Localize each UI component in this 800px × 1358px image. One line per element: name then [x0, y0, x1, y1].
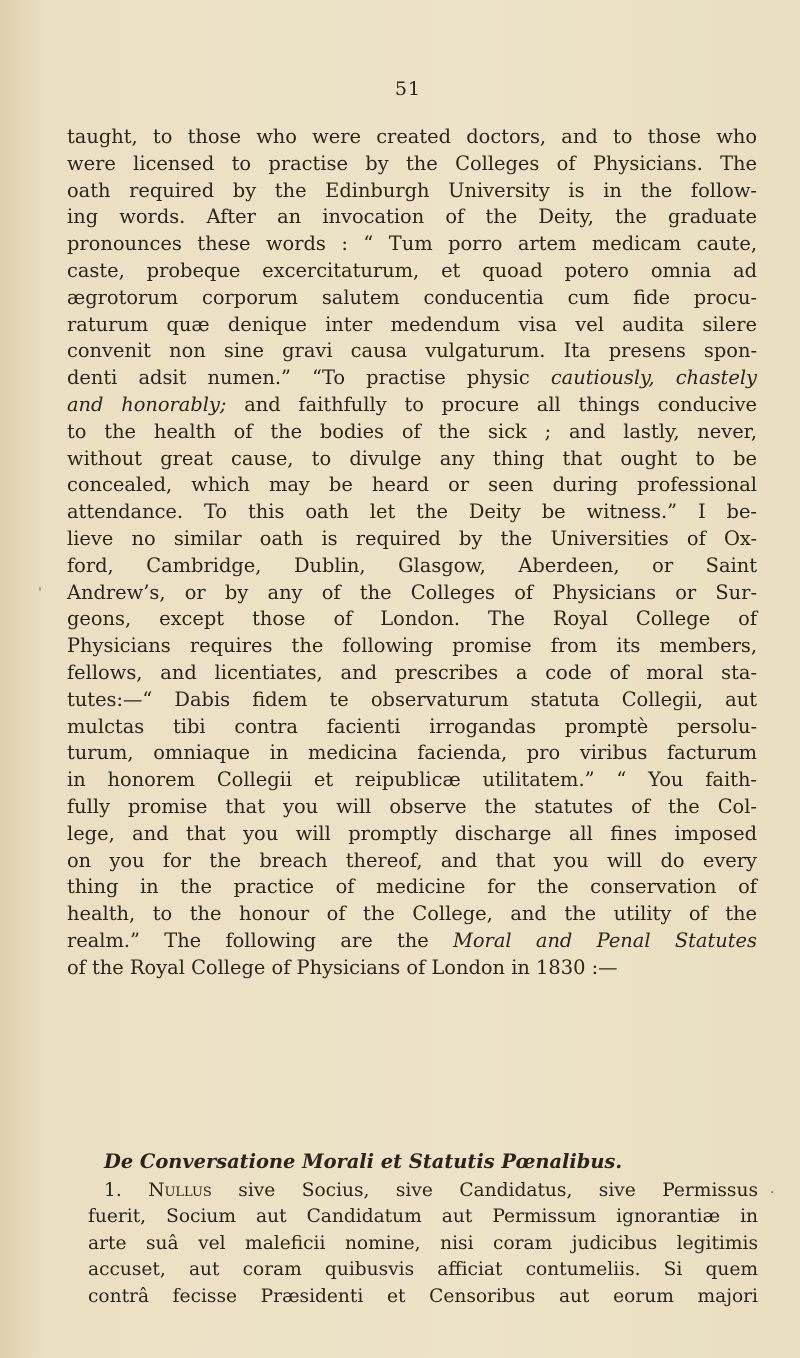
text-segment: realm.” The following are the	[67, 928, 454, 952]
text-line: attendance. To this oath let the Deity be witness.” I be-	[67, 500, 757, 524]
body-paragraph	[67, 124, 757, 982]
statute-number: 1.	[104, 1180, 149, 1201]
text-line: geons, except those of London. The Royal College of	[67, 607, 757, 631]
text-line: were licensed to practise by the Colleges of Physicians. The	[67, 151, 757, 175]
text-line	[67, 928, 757, 955]
text-segment: sive Socius, sive Candidatus, sive Permissus	[211, 1180, 758, 1201]
text-line: of the Royal College of Physicians of London in 1830 :—	[67, 955, 618, 979]
text-line	[67, 365, 757, 392]
text-line: ford, Cambridge, Dublin, Glasgow, Aberdeen, or Saint	[67, 553, 757, 577]
text-line: mulctas tibi contra facienti irrogandas promptè persolu-	[67, 714, 757, 738]
text-line	[88, 1178, 758, 1204]
text-line: accuset, aut coram quibusvis afficiat contumeliis. Si quem	[88, 1259, 758, 1281]
text-line: lege, and that you will promptly discharge all fines imposed	[67, 821, 757, 845]
page-number: 51	[394, 78, 422, 100]
small-caps-word: Nullus	[148, 1180, 212, 1201]
text-line: ing words. After an invocation of the Deity, the graduate	[67, 205, 757, 229]
margin-dot-mark: ·	[770, 1185, 775, 1201]
text-line: ægrotorum corporum salutem conducentia cum fide procu-	[67, 285, 757, 309]
text-line: to the health of the bodies of the sick ; and lastly, never,	[67, 419, 757, 443]
text-line: convenit non sine gravi causa vulgaturum. Ita presens spon-	[67, 339, 757, 363]
text-line: concealed, which may be heard or seen during professional	[67, 473, 757, 497]
text-line: oath required by the Edinburgh University is in the follow-	[67, 178, 757, 202]
statute-paragraph	[88, 1178, 758, 1310]
italic-segment: and honorably;	[67, 392, 227, 416]
text-line: lieve no similar oath is required by the Universities of Ox-	[67, 526, 757, 550]
text-segment: and faithfully to procure all things conducive	[226, 392, 757, 416]
text-line	[67, 392, 757, 419]
text-line: caste, probeque excercitaturum, et quoad potero omnia ad	[67, 258, 757, 282]
text-line: raturum quæ denique inter medendum visa vel audita silere	[67, 312, 757, 336]
text-line: fully promise that you will observe the statutes of the Col-	[67, 794, 757, 818]
text-line: Physicians requires the following promise from its members,	[67, 634, 757, 658]
text-line: health, to the honour of the College, and the utility of the	[67, 902, 757, 926]
text-line: on you for the breach thereof, and that you will do every	[67, 848, 757, 872]
section-heading: De Conversatione Morali et Statutis Pœnalibus.	[104, 1150, 623, 1173]
text-line: thing in the practice of medicine for the conservation of	[67, 875, 757, 899]
margin-tick-mark: ˈ	[38, 586, 42, 602]
text-line: without great cause, to divulge any thing that ought to be	[67, 446, 757, 470]
text-line: arte suâ vel maleficii nomine, nisi coram judicibus legitimis	[88, 1232, 758, 1254]
text-line: Andrew’s, or by any of the Colleges of Physicians or Sur-	[67, 580, 757, 604]
text-line: tutes:—“ Dabis fidem te observaturum statuta Collegii, aut	[67, 687, 757, 711]
text-line: fellows, and licentiates, and prescribes a code of moral sta-	[67, 660, 757, 684]
text-line: contrâ fecisse Præsidenti et Censoribus aut eorum majori	[88, 1285, 758, 1307]
text-line: pronounces these words : “ Tum porro artem medicam caute,	[67, 232, 757, 256]
text-line: turum, omniaque in medicina facienda, pro viribus facturum	[67, 741, 757, 765]
text-segment: denti adsit numen.” “To practise physic	[67, 366, 551, 390]
italic-segment: cautiously, chastely	[550, 366, 757, 390]
text-line: in honorem Collegii et reipublicæ utilitatem.” “ You faith-	[67, 768, 757, 792]
italic-segment: Moral and Penal Statutes	[453, 928, 757, 952]
text-line: taught, to those who were created doctors, and to those who	[67, 125, 757, 148]
text-line: fuerit, Socium aut Candidatum aut Permissum ignorantiæ in	[88, 1206, 758, 1228]
